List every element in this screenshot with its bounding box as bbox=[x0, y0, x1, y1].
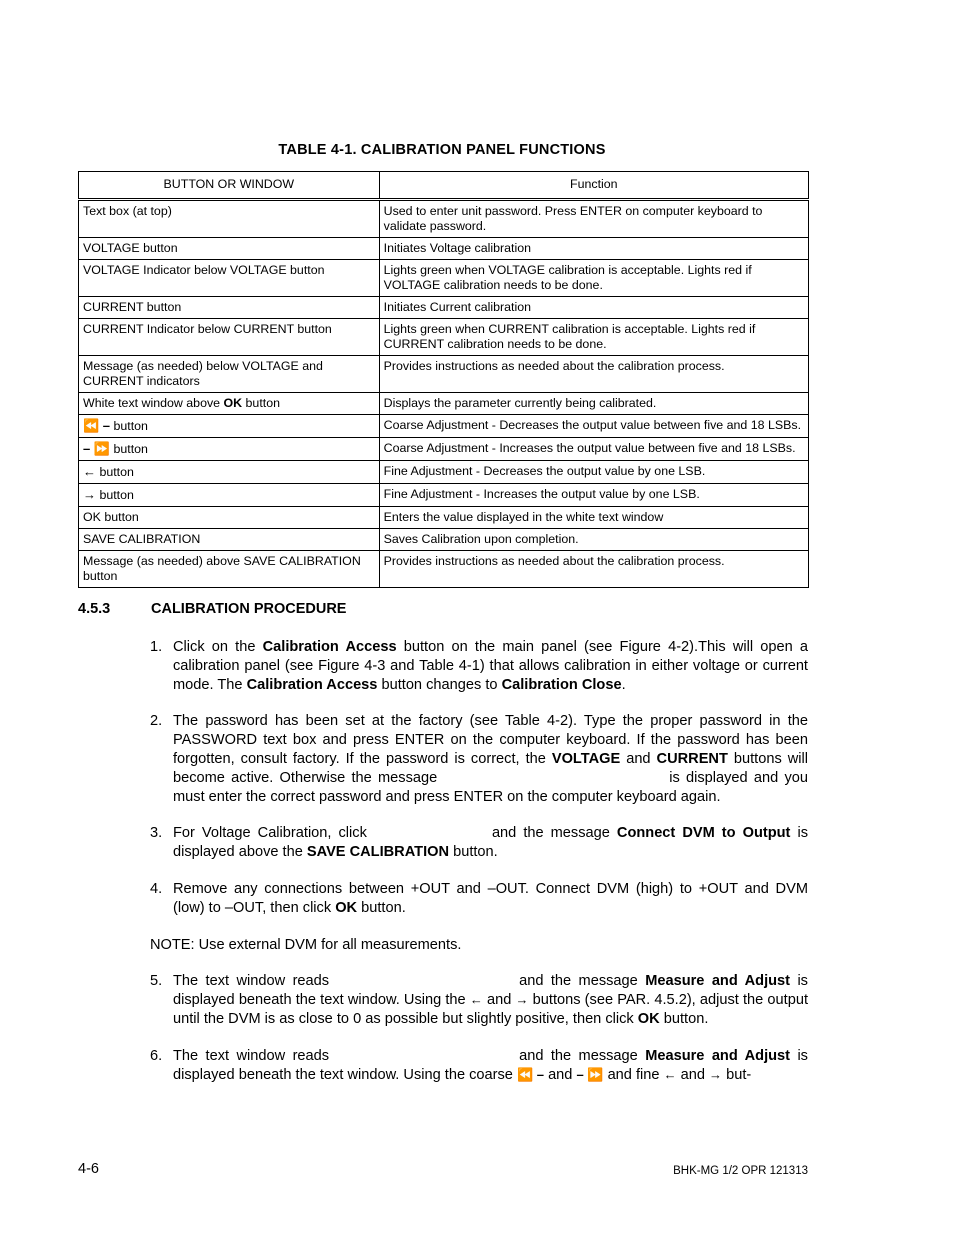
cell-button: White text window above OK button bbox=[79, 393, 380, 415]
table-row bbox=[79, 319, 809, 356]
page-number: 4-6 bbox=[78, 1161, 99, 1177]
section-heading bbox=[78, 601, 346, 617]
cell-function: Used to enter unit password. Press ENTER on computer keyboard to validate password. bbox=[379, 200, 808, 238]
coarse-decrease-icon: ⏪ – bbox=[83, 418, 111, 433]
table-row bbox=[79, 297, 809, 319]
cell-button: SAVE CALIBRATION bbox=[79, 529, 380, 551]
cell-function: Enters the value displayed in the white text window bbox=[379, 507, 808, 529]
table-row bbox=[79, 393, 809, 415]
cell-function: Saves Calibration upon completion. bbox=[379, 529, 808, 551]
table-row bbox=[79, 415, 809, 438]
column-header-button: BUTTON OR WINDOW bbox=[79, 172, 380, 200]
arrow-left-icon: ← bbox=[469, 992, 483, 1008]
arrow-left-icon: ← bbox=[83, 464, 96, 479]
table-row bbox=[79, 238, 809, 260]
procedure-steps bbox=[150, 638, 808, 1102]
coarse-increase-icon: – ⏩ bbox=[83, 441, 111, 456]
calibration-panel-functions-table bbox=[78, 171, 809, 588]
cell-function: Lights green when CURRENT calibration is acceptable. Lights red if CURRENT calibration needs to be done. bbox=[379, 319, 808, 356]
table-row bbox=[79, 356, 809, 393]
table-title: TABLE 4-1. CALIBRATION PANEL FUNCTIONS bbox=[278, 142, 606, 158]
cell-function: Fine Adjustment - Decreases the output value by one LSB. bbox=[379, 461, 808, 484]
cell-button: CURRENT button bbox=[79, 297, 380, 319]
coarse-decrease-icon: ⏪ – bbox=[516, 1066, 545, 1082]
cell-button: Message (as needed) above SAVE CALIBRATION button bbox=[79, 551, 380, 588]
cell-button: – ⏩ button bbox=[79, 438, 380, 461]
step-3: 3. For Voltage Calibration, click and the message Connect DVM to Output is displayed above the SAVE CALIBRATION button. bbox=[150, 825, 808, 861]
cell-button: Message (as needed) below VOLTAGE and CURRENT indicators bbox=[79, 356, 380, 393]
section-title: CALIBRATION PROCEDURE bbox=[151, 601, 347, 617]
cell-button: OK button bbox=[79, 507, 380, 529]
cell-button: Text box (at top) bbox=[79, 200, 380, 238]
cell-function: Provides instructions as needed about the calibration process. bbox=[379, 356, 808, 393]
cell-function: Fine Adjustment - Increases the output value by one LSB. bbox=[379, 484, 808, 507]
cell-function: Displays the parameter currently being calibrated. bbox=[379, 393, 808, 415]
table-row bbox=[79, 484, 809, 507]
cell-button: VOLTAGE button bbox=[79, 238, 380, 260]
table-row bbox=[79, 260, 809, 297]
cell-function: Coarse Adjustment - Increases the output value between five and 18 LSBs. bbox=[379, 438, 808, 461]
column-header-function: Function bbox=[379, 172, 808, 200]
section-number: 4.5.3 bbox=[78, 601, 111, 617]
cell-function: Lights green when VOLTAGE calibration is acceptable. Lights red if VOLTAGE calibration needs to be done. bbox=[379, 260, 808, 297]
arrow-right-icon: → bbox=[709, 1066, 723, 1082]
step-4: 4. Remove any connections between +OUT and –OUT. Connect DVM (high) to +OUT and DVM (low) to –OUT, then click OK button. bbox=[150, 880, 808, 916]
arrow-left-icon: ← bbox=[663, 1066, 677, 1082]
step-6: 6. The text window reads and the message Measure and Adjust is displayed beneath the text window. Using the coarse ⏪ – and – ⏩ and fine ← and → but- bbox=[150, 1047, 808, 1083]
cell-button: VOLTAGE Indicator below VOLTAGE button bbox=[79, 260, 380, 297]
cell-button: CURRENT Indicator below CURRENT button bbox=[79, 319, 380, 356]
document-id: BHK-MG 1/2 OPR 121313 bbox=[673, 1165, 808, 1177]
step-1: 1. Click on the Calibration Access button on the main panel (see Figure 4-2).This will open a calibration panel (see Figure 4-3 and Table 4-1) that allows calibration in either voltage or current mode. The Calibration Access button changes to Calibration Close. bbox=[150, 639, 808, 693]
coarse-increase-icon: – ⏩ bbox=[576, 1066, 604, 1082]
note: NOTE: Use external DVM for all measurements. bbox=[150, 936, 462, 953]
cell-button: ← button bbox=[79, 461, 380, 484]
table-row bbox=[79, 529, 809, 551]
table-row bbox=[79, 551, 809, 588]
arrow-right-icon: → bbox=[83, 487, 96, 502]
arrow-right-icon: → bbox=[515, 992, 529, 1008]
cell-function: Coarse Adjustment - Decreases the output value between five and 18 LSBs. bbox=[379, 415, 808, 438]
cell-function: Initiates Voltage calibration bbox=[379, 238, 808, 260]
cell-function: Initiates Current calibration bbox=[379, 297, 808, 319]
cell-button: → button bbox=[79, 484, 380, 507]
cell-button: ⏪ – button bbox=[79, 415, 380, 438]
step-5: 5. The text window reads and the message Measure and Adjust is displayed beneath the text window. Using the ← and → buttons (see PAR. 4.5.2), adjust the output until the DVM is as close to 0 as possible but slightly positive, then click OK button. bbox=[150, 973, 808, 1027]
table-row bbox=[79, 461, 809, 484]
step-2: 2. The password has been set at the factory (see Table 4-2). Type the proper password in the PASSWORD text box and press ENTER on the computer keyboard. If the password has been forgotten, consult factory. If the password is correct, the VOLTAGE and CURRENT buttons will become active. Otherwise the message is displayed and you must enter the correct password and press ENTER on the computer keyboard again. bbox=[150, 713, 808, 805]
table-row bbox=[79, 438, 809, 461]
cell-function: Provides instructions as needed about the calibration process. bbox=[379, 551, 808, 588]
table-header-row bbox=[79, 172, 809, 200]
table-row bbox=[79, 200, 809, 238]
table-row bbox=[79, 507, 809, 529]
